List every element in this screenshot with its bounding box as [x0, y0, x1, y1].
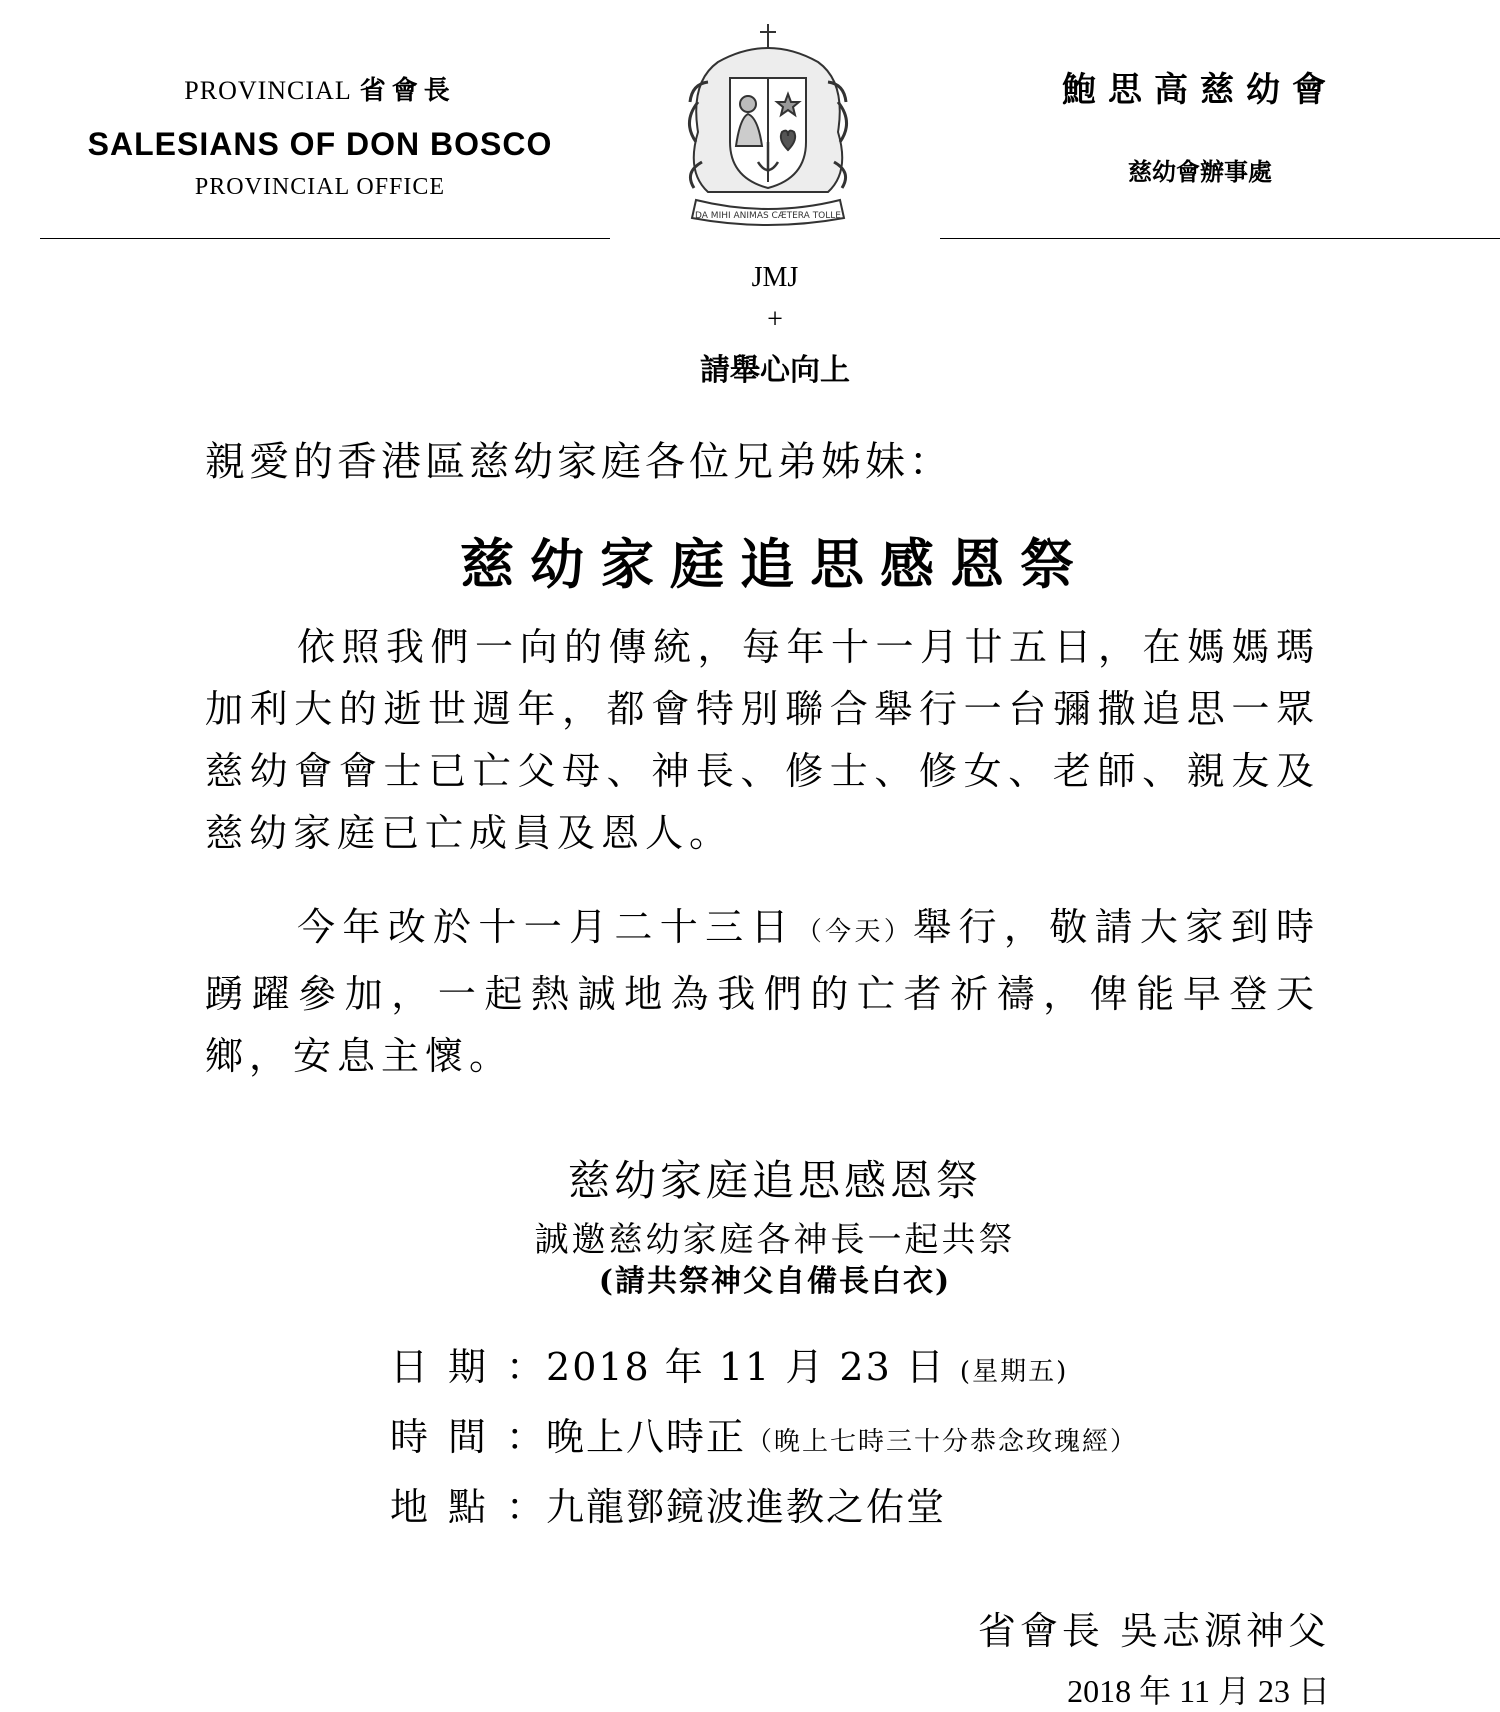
place-value: ：九龍鄧鏡波進教之佑堂	[506, 1485, 947, 1529]
salutation: 親愛的香港區慈幼家庭各位兄弟姊妹：	[205, 439, 953, 485]
time-note: （晚上七時三十分恭念玫瑰經）	[746, 1427, 1139, 1457]
time-label: 時間	[390, 1415, 507, 1459]
organization-name: SALESIANS OF DON BOSCO	[87, 126, 553, 162]
paragraph-2	[205, 896, 1320, 1087]
place-row	[390, 1476, 946, 1531]
paragraph-2-part2: 舉行，敬請大家到時踴躍參加，一起熱誠地為我們的亡者祈禱，俾能早登天鄉，安息主懷。	[205, 905, 1320, 1078]
paragraph-1: 依照我們一向的傳統，每年十一月廿五日，在媽媽瑪加利大的逝世週年，都會特別聯合舉行一台彌撒追思一眾慈幼會會士已亡父母、神長、修士、修女、老師、親友及慈幼家庭已亡成員及恩人。	[205, 625, 1320, 855]
office-name: PROVINCIAL OFFICE	[194, 174, 446, 200]
date-value: ：2018 年 11 月 23 日	[506, 1345, 946, 1389]
mass-invitation: 誠邀慈幼家庭各神長一起共祭	[534, 1220, 1016, 1260]
sursum-corda: 請舉心向上	[700, 353, 850, 388]
salesian-crest-logo	[678, 22, 858, 232]
cross-mark: +	[767, 304, 783, 335]
header-rule-left	[40, 238, 610, 239]
provincial-title	[40, 70, 600, 107]
crest-motto: DA MIHI ANIMAS CÆTERA TOLLE	[695, 211, 841, 221]
time-value: ：晚上八時正	[506, 1415, 747, 1459]
mass-title: 慈幼家庭追思感恩祭	[567, 1156, 982, 1205]
office-name-zh: 慈幼會辦事處	[1128, 158, 1272, 186]
date-label: 日期	[390, 1345, 507, 1389]
provincial-zh: 省會長	[359, 76, 456, 106]
paragraph-2-note: （今天）	[795, 917, 914, 947]
signature-name: 省會長 吳志源神父	[977, 1609, 1330, 1653]
place-label: 地點	[390, 1485, 507, 1529]
time-row	[390, 1406, 1138, 1461]
signature-date: 2018 年 11 月 23 日	[1067, 1673, 1330, 1709]
provincial-en: PROVINCIAL	[184, 76, 352, 105]
date-row	[390, 1336, 1068, 1391]
jmj-heading: JMJ	[751, 262, 799, 293]
letter-title: 慈幼家庭追思感恩祭	[460, 533, 1090, 596]
mass-note: (請共祭神父自備長白衣)	[598, 1264, 952, 1299]
organization-name-zh: 鮑思高慈幼會	[1062, 70, 1338, 110]
header-rule-right	[940, 238, 1500, 239]
date-note: (星期五)	[959, 1357, 1069, 1387]
paragraph-2-part1: 今年改於十一月二十三日	[297, 905, 796, 949]
